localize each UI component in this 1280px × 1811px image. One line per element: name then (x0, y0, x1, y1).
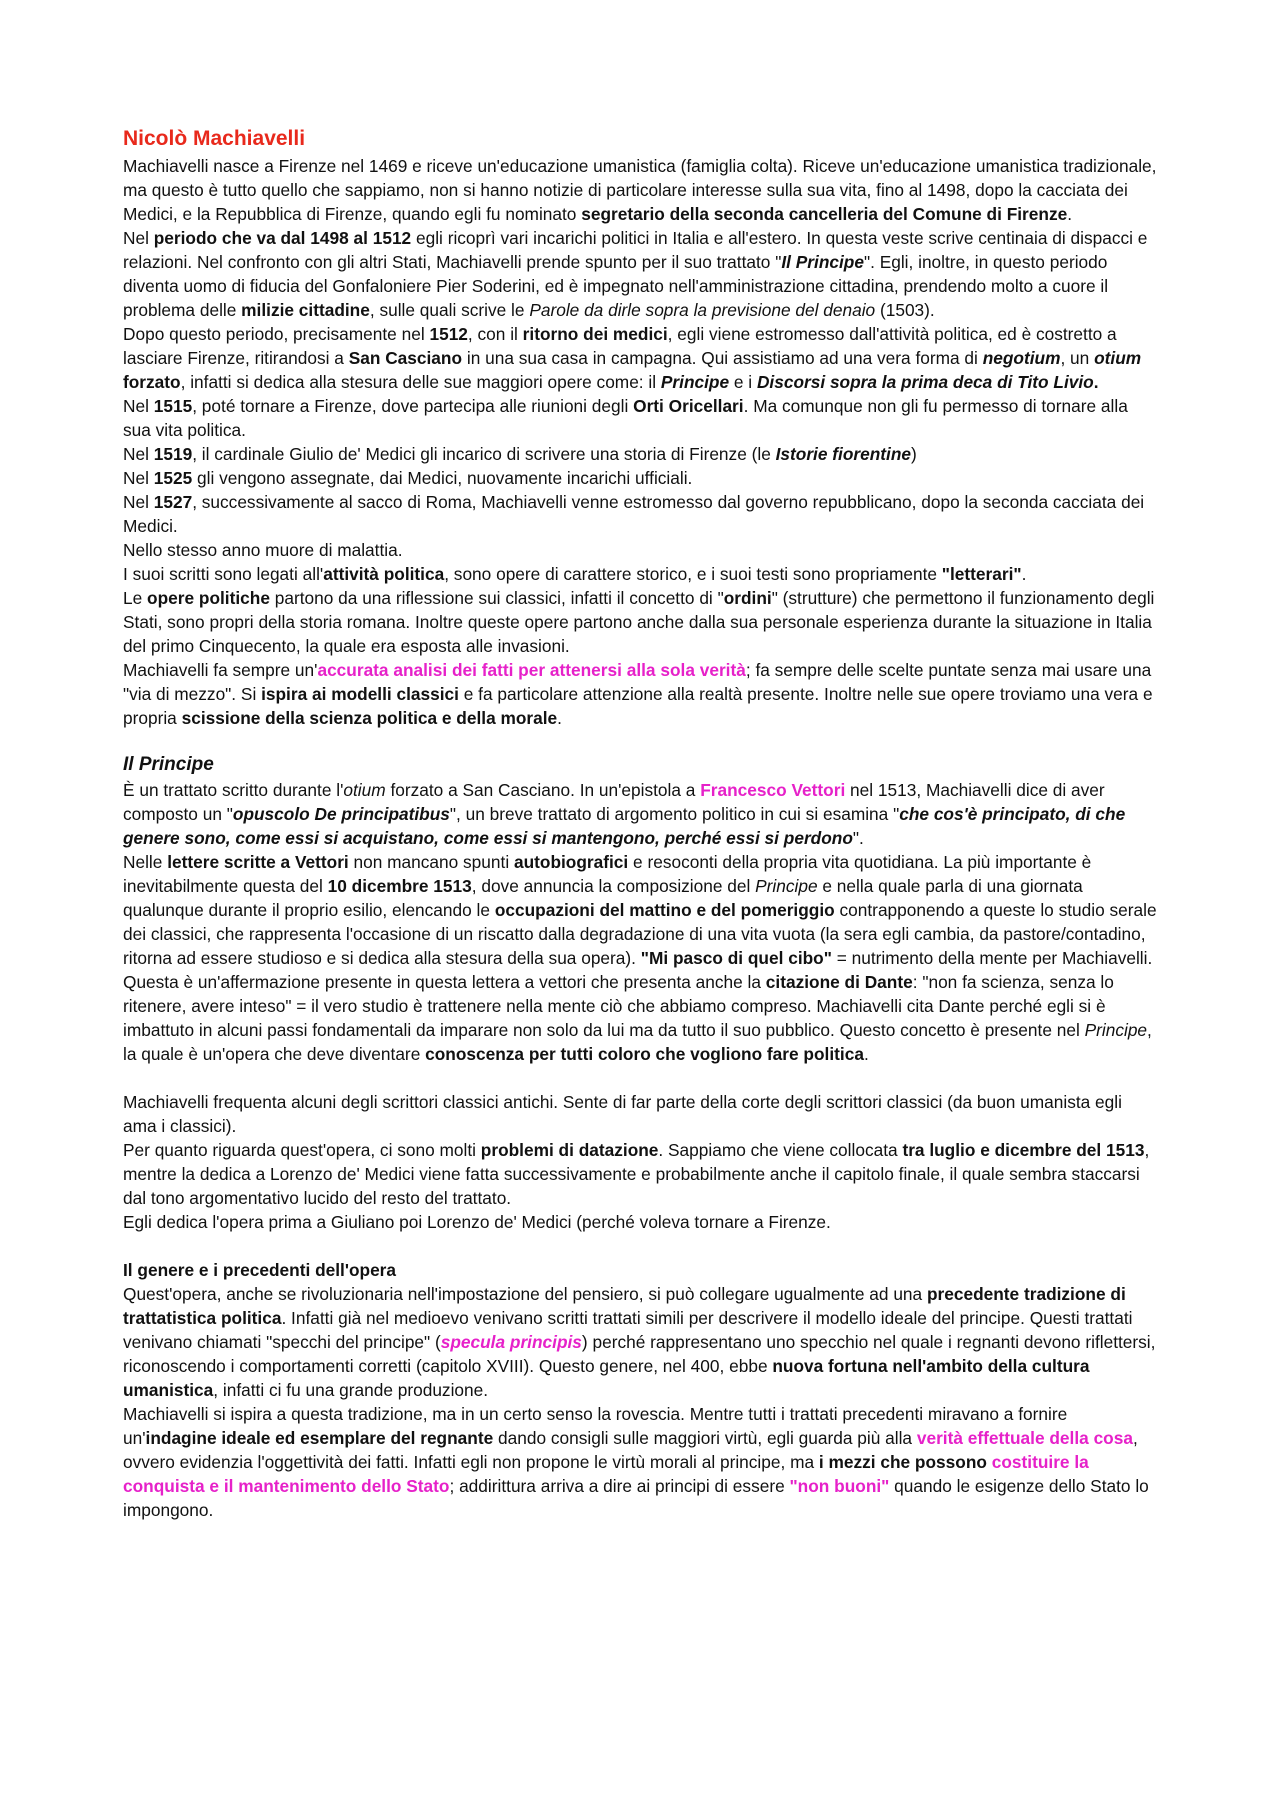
text-run: forzato a San Casciano. In un'epistola a (385, 780, 701, 800)
principe-section-2 (123, 1090, 1158, 1234)
emphasis-run: opuscolo De principatibus (232, 804, 450, 824)
emphasis-run: autobiografici (513, 852, 629, 872)
text-run: Nelle (123, 852, 168, 872)
emphasis-run: occupazioni del mattino e del pomeriggio (494, 900, 835, 920)
paragraph (123, 658, 1158, 730)
text-run: Machiavelli si ispira a questa tradizione, ma in un certo senso la rovescia. Mentre tutti i trattati precedenti miravano a fornire un' (123, 1404, 1068, 1448)
text-run: , poté tornare a Firenze, dove partecipa alle riunioni degli (192, 396, 634, 416)
text-run: e nella quale parla di una giornata qualunque durante il proprio esilio, elencando le (123, 876, 1083, 920)
emphasis-run: nuova fortuna nell'ambito della cultura umanistica (123, 1356, 1090, 1400)
emphasis-run: attività politica (323, 564, 445, 584)
text-run: : "non fa scienza, senza lo ritenere, avere inteso" = il vero studio è trattenere nella mente ciò che abbiamo compreso. Machiavelli cita Dante perché egli si è imbattuto in alcuni passi fondamentali da imparare non solo da lui ma da tutto il suo pubblico. Questo concetto è presente nel (123, 972, 1114, 1040)
emphasis-run: ritorno dei medici (522, 324, 668, 344)
text-run: , la quale è un'opera che deve diventare (123, 1020, 1152, 1064)
emphasis-run: Il Principe (781, 252, 864, 272)
text-run: I suoi scritti sono legati all' (123, 564, 324, 584)
text-run: È un trattato scritto durante l' (123, 780, 344, 800)
emphasis-run: Principe (1084, 1020, 1148, 1040)
emphasis-run: Discorsi sopra la prima deca di Tito Livio (756, 372, 1094, 392)
paragraph (123, 850, 1158, 1066)
paragraph (123, 466, 1158, 490)
text-run: non mancano spunti (348, 852, 514, 872)
emphasis-run: ispira ai modelli classici (261, 684, 459, 704)
bio-section (123, 154, 1158, 730)
text-run: , infatti ci fu una grande produzione. (213, 1380, 489, 1400)
text-run: . (863, 1044, 869, 1064)
emphasis-run: 10 dicembre 1513 (327, 876, 472, 896)
paragraph (123, 1138, 1158, 1210)
text-run: Egli dedica l'opera prima a Giuliano poi Lorenzo de' Medici (perché voleva tornare a Firenze. (123, 1212, 831, 1232)
emphasis-run: 1515 (153, 396, 193, 416)
paragraph (123, 490, 1158, 538)
emphasis-run: "non buoni" (789, 1476, 890, 1496)
genere-section (123, 1282, 1158, 1522)
text-run: , sulle quali scrive le (369, 300, 530, 320)
emphasis-run: periodo che va dal 1498 al 1512 (153, 228, 412, 248)
text-run: Dopo questo periodo, precisamente nel (123, 324, 430, 344)
emphasis-run: citazione di Dante (765, 972, 913, 992)
emphasis-run: Principe (755, 876, 818, 896)
emphasis-run: problemi di datazione (480, 1140, 659, 1160)
emphasis-run: opere politiche (147, 588, 270, 608)
paragraph (123, 538, 1158, 562)
paragraph (123, 442, 1158, 466)
text-run: quando le esigenze dello Stato lo impongono. (123, 1476, 1149, 1520)
text-run: , dove annuncia la composizione del (471, 876, 756, 896)
text-run: , egli viene estromesso dall'attività politica, ed è costretto a lasciare Firenze, ritirandosi a (123, 324, 1117, 368)
text-run: Nel (123, 468, 154, 488)
emphasis-run: . (1093, 372, 1099, 392)
emphasis-run: indagine ideale ed esemplare del regnante (145, 1428, 494, 1448)
text-run: . (1067, 204, 1073, 224)
text-run: Per quanto riguarda quest'opera, ci sono molti (123, 1140, 481, 1160)
text-run: Nel (123, 492, 154, 512)
text-run: Nello stesso anno muore di malattia. (123, 540, 403, 560)
text-run: , un (1060, 348, 1095, 368)
text-run: e resoconti della propria vita quotidiana. La più importante è inevitabilmente questa del (123, 852, 1092, 896)
emphasis-run: 1525 (153, 468, 193, 488)
emphasis-run: Istorie fiorentine (775, 444, 911, 464)
emphasis-run: specula principis (440, 1332, 582, 1352)
paragraph-gap (123, 1066, 1158, 1090)
text-run: ; fa sempre delle scelte puntate senza mai usare una "via di mezzo". Si (123, 660, 1152, 704)
text-run: . Ma comunque non gli fu permesso di tornare alla sua vita politica. (123, 396, 1128, 440)
emphasis-run: San Casciano (348, 348, 463, 368)
emphasis-run: otium (1094, 348, 1142, 368)
emphasis-run: ordini (723, 588, 772, 608)
text-run: , infatti si dedica alla stesura delle sue maggiori opere come: il (180, 372, 661, 392)
text-run: contrapponendo a queste lo studio serale dei classici, che rappresenta l'occasione di un riscatto dalla degradazione di una vita vuota (la sera egli cambia, da pastore/contadino, ritorna ad essere studioso e si dedica alla stesura della sua opera). (123, 900, 1157, 968)
paragraph (123, 1210, 1158, 1234)
emphasis-run: i mezzi che possono (818, 1452, 992, 1472)
paragraph (123, 562, 1158, 586)
emphasis-run: milizie cittadine (241, 300, 370, 320)
paragraph (123, 154, 1158, 226)
emphasis-run: 1527 (153, 492, 193, 512)
paragraph (123, 226, 1158, 322)
emphasis-run: scissione della scienza politica e della morale (181, 708, 558, 728)
text-run: , il cardinale Giulio de' Medici gli incarico di scrivere una storia di Firenze (le (192, 444, 776, 464)
text-run: , mentre la dedica a Lorenzo de' Medici viene fatta successivamente e probabilmente anche il capitolo finale, il quale sembra staccarsi dal tono argomentativo lucido del resto del trattato. (123, 1140, 1150, 1208)
text-run: , successivamente al sacco di Roma, Machiavelli venne estromesso dal governo repubblicano, dopo la seconda cacciata dei Medici. (123, 492, 1145, 536)
text-run: ". Egli, inoltre, in questo periodo diventa uomo di fiducia del Gonfaloniere Pier Soderini, ed è impegnato nell'amministrazione cittadina, prendendo molto a cuore il problema delle (123, 252, 1109, 320)
text-run: in una sua casa in campagna. Qui assistiamo ad una vera forma di (462, 348, 983, 368)
emphasis-run: 1519 (153, 444, 193, 464)
emphasis-run: 1512 (429, 324, 468, 344)
emphasis-run: "Mi pasco di quel cibo" (640, 948, 832, 968)
text-run: Nel (123, 228, 154, 248)
paragraph (123, 586, 1158, 658)
emphasis-run: Orti Oricellari (633, 396, 744, 416)
text-run: dando consigli sulle maggiori virtù, egli guarda più alla (493, 1428, 917, 1448)
principe-section (123, 778, 1158, 1066)
section-heading-genere: Il genere e i precedenti dell'opera (123, 1260, 397, 1280)
document-title: Nicolò Machiavelli (123, 127, 306, 150)
text-run: ) (911, 444, 917, 464)
paragraph (123, 1282, 1158, 1402)
emphasis-run: otium (343, 780, 386, 800)
text-run: ; addirittura arriva a dire ai principi di essere (449, 1476, 790, 1496)
text-run: nel 1513, Machiavelli dice di aver composto un " (123, 780, 1105, 824)
text-run: e i (729, 372, 757, 392)
text-run: . (1021, 564, 1027, 584)
emphasis-run: segretario della seconda cancelleria del Comune di Firenze (581, 204, 1068, 224)
emphasis-run: lettere scritte a Vettori (167, 852, 349, 872)
document-page (123, 124, 1158, 1522)
text-run: ", un breve trattato di argomento politico in cui si esamina " (449, 804, 900, 824)
emphasis-run: verità effettuale della cosa (916, 1428, 1133, 1448)
paragraph (123, 1402, 1158, 1522)
text-run: = nutrimento della mente per Machiavelli. Questa è un'affermazione presente in questa lettera a vettori che presenta anche la (123, 948, 1153, 992)
emphasis-run: Francesco Vettori (700, 780, 846, 800)
text-run: " (strutture) che permettono il funzionamento degli Stati, sono propri della storia romana. Inoltre queste opere partono anche dalla sua personale esperienza durante la situazione in Italia del primo Cinquecento, la quale era esposta alle invasioni. (123, 588, 1155, 656)
emphasis-run: precedente tradizione di trattatistica politica (123, 1284, 1126, 1328)
emphasis-run: forzato (123, 372, 181, 392)
paragraph-gap (123, 1234, 1158, 1258)
paragraph (123, 778, 1158, 850)
text-run: egli ricoprì vari incarichi politici in Italia e all'estero. In questa veste scrive centinaia di dispacci e relazioni. Nel confronto con gli altri Stati, Machiavelli prende spunto per il suo trattato " (123, 228, 1148, 272)
paragraph (123, 1090, 1158, 1138)
text-run: Nel (123, 444, 154, 464)
emphasis-run: "letterari" (941, 564, 1022, 584)
text-run: Machiavelli nasce a Firenze nel 1469 e riceve un'educazione umanistica (famiglia colta). Riceve un'educazione umanistica tradizionale, ma questo è tutto quello che sappiamo, non si hanno notizie di particolare interesse sulla sua vita, fino al 1498, dopo la cacciata dei Medici, e la Repubblica di Firenze, quando egli fu nominato (123, 156, 1157, 224)
text-run: gli vengono assegnate, dai Medici, nuovamente incarichi ufficiali. (192, 468, 693, 488)
text-run: Nel (123, 396, 154, 416)
text-run: partono da una riflessione sui classici, infatti il concetto di " (269, 588, 724, 608)
emphasis-run: che cos'è principato, di che genere sono, come essi si acquistano, come essi si mantengono, perché essi si perdono (123, 804, 1126, 848)
text-run: , ovvero evidenzia l'oggettività dei fatti. Infatti egli non propone le virtù morali al principe, ma (123, 1428, 1138, 1472)
text-run: ". (852, 828, 864, 848)
text-run: , con il (467, 324, 523, 344)
emphasis-run: Parole da dirle sopra la previsione del denaio (529, 300, 876, 320)
text-run: (1503). (875, 300, 935, 320)
text-run: Machiavelli frequenta alcuni degli scrittori classici antichi. Sente di far parte della corte degli scrittori classici (da buon umanista egli ama i classici). (123, 1092, 1122, 1136)
paragraph (123, 394, 1158, 442)
emphasis-run: tra luglio e dicembre del 1513 (902, 1140, 1145, 1160)
text-run: . (557, 708, 562, 728)
text-run: . Sappiamo che viene collocata (658, 1140, 903, 1160)
emphasis-run: accurata analisi dei fatti per attenersi alla sola verità (317, 660, 746, 680)
text-run: ) perché rappresentano uno specchio nel quale i regnanti devono riflettersi, riconoscendo i comportamenti corretti (capitolo XVIII). Questo genere, nel 400, ebbe (123, 1332, 1156, 1376)
emphasis-run: costituire la conquista e il mantenimento dello Stato (123, 1452, 1089, 1496)
text-run: Le (123, 588, 148, 608)
text-run: Quest'opera, anche se rivoluzionaria nell'impostazione del pensiero, si può collegare ugualmente ad una (123, 1284, 927, 1304)
text-run: Machiavelli fa sempre un' (123, 660, 318, 680)
section-heading-principe: Il Principe (123, 754, 214, 775)
emphasis-run: Principe (660, 372, 730, 392)
paragraph (123, 322, 1158, 394)
text-run: e fa particolare attenzione alla realtà presente. Inoltre nelle sue opere troviamo una vera e propria (123, 684, 1153, 728)
emphasis-run: negotium (982, 348, 1061, 368)
text-run: . Infatti già nel medioevo venivano scritti trattati simili per descrivere il modello ideale del principe. Questi trattati venivano chiamati "specchi del principe" ( (123, 1308, 1133, 1352)
text-run: , sono opere di carattere storico, e i suoi testi sono propriamente (444, 564, 942, 584)
emphasis-run: conoscenza per tutti coloro che vogliono fare politica (425, 1044, 864, 1064)
